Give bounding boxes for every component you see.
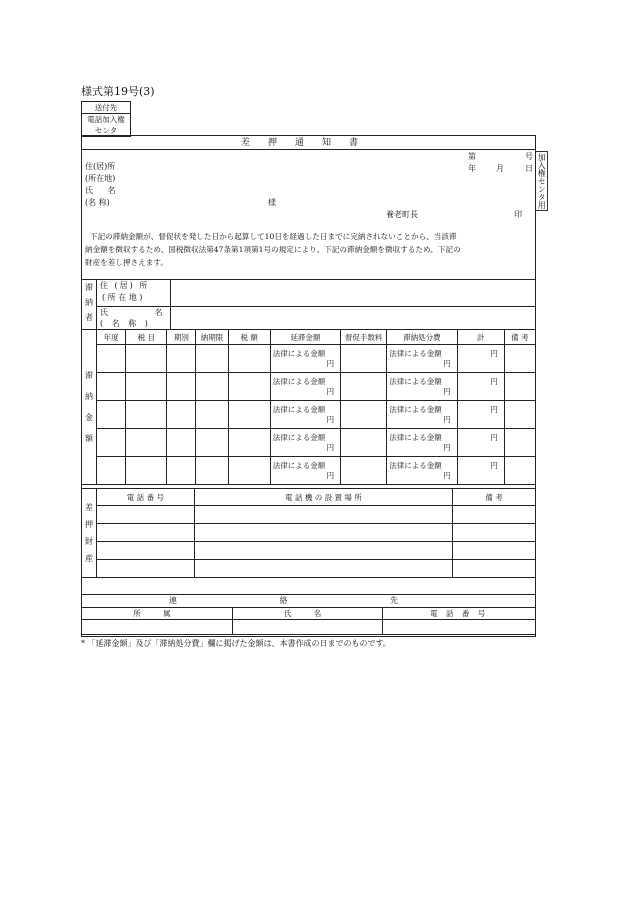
- cell: [82, 620, 233, 635]
- amount-label-1: 滞: [85, 371, 94, 380]
- delinquent-label-1: 滞: [85, 283, 93, 292]
- amount-table: [81, 329, 536, 485]
- yen-text: 円: [326, 414, 335, 424]
- number-label-2: 号: [525, 152, 533, 161]
- col-disposition-fee: 滞納処分費: [387, 330, 457, 345]
- total-cell: 円: [457, 457, 504, 485]
- cell: [196, 429, 228, 457]
- by-law-text: 法律による金額: [272, 432, 326, 442]
- cell: [341, 345, 387, 373]
- seal: 印: [514, 210, 522, 219]
- cell: [196, 401, 228, 429]
- total-cell: 円: [457, 373, 504, 401]
- cell: [228, 457, 270, 485]
- cell: [194, 524, 452, 542]
- cell: [228, 345, 270, 373]
- col-remarks: 備 考: [504, 330, 535, 345]
- cell: [504, 429, 535, 457]
- yen-text: 円: [443, 386, 451, 396]
- cell: [194, 542, 452, 560]
- footnote: * 「延滞金額」及び「滞納処分費」欄に掲げた金額は、本書作成の日までのものです。: [81, 639, 391, 648]
- cell: [504, 345, 535, 373]
- col-period: 期別: [167, 330, 196, 345]
- late-fee-cell: [270, 345, 340, 373]
- cell: [97, 457, 126, 485]
- d-name: 氏 名: [100, 308, 185, 317]
- seized-row: [82, 524, 536, 542]
- disposition-fee-cell: [387, 401, 457, 429]
- col-fiscal-year: 年度: [97, 330, 126, 345]
- col-reminder-fee: 督促手数料: [341, 330, 387, 345]
- total-cell: 円: [457, 401, 504, 429]
- yen-text: 円: [326, 442, 335, 452]
- seized-label-1: 差: [84, 503, 93, 512]
- by-law-text: 法律による金額: [389, 404, 442, 414]
- cell: [232, 620, 383, 635]
- body-text-3: 財産を差し押さえます。: [85, 258, 168, 267]
- disposition-fee-cell: [387, 373, 457, 401]
- cell: [126, 401, 167, 429]
- cell: [96, 560, 194, 578]
- col-total: 計: [457, 330, 504, 345]
- yen-text: 円: [326, 470, 335, 480]
- cell: [453, 542, 536, 560]
- issuer: 養老町長: [386, 210, 418, 219]
- by-law-text: 法律による金額: [389, 432, 442, 442]
- contact-table: [81, 607, 536, 635]
- cell: [194, 560, 452, 578]
- total-cell: 円: [457, 429, 504, 457]
- cell: [126, 457, 167, 485]
- by-law-text: 法律による金額: [272, 404, 326, 414]
- late-fee-cell: [270, 401, 340, 429]
- col-phone-number: 電 話 番 号: [96, 489, 194, 506]
- col-due-date: 納期限: [196, 330, 228, 345]
- seized-row: [82, 506, 536, 524]
- date-day: 日: [525, 164, 533, 173]
- amount-row: [82, 345, 536, 373]
- cell: [126, 373, 167, 401]
- cell: [341, 401, 387, 429]
- d-address-sub: ( 所 在 地 ): [102, 293, 143, 302]
- col-contact-phone: 電 話 番 号: [383, 608, 536, 620]
- yen-text: 円: [443, 470, 451, 480]
- delinquent-label-2: 納: [85, 298, 93, 307]
- col-install-location: 電 話 機 の 設 置 場 所: [194, 489, 452, 506]
- disposition-fee-cell: [387, 345, 457, 373]
- total-cell: 円: [457, 345, 504, 373]
- address-label: 住(居)所: [85, 162, 116, 171]
- cell: [504, 401, 535, 429]
- side-label-text: 加入権センタ用: [537, 153, 547, 209]
- amount-row: [82, 373, 536, 401]
- by-law-text: 法律による金額: [389, 348, 442, 358]
- yen-text: 円: [443, 414, 451, 424]
- cell: [383, 620, 536, 635]
- amount-label-4: 額: [85, 434, 94, 443]
- cell: [194, 506, 452, 524]
- cell: [341, 429, 387, 457]
- cell: [453, 560, 536, 578]
- yen-text: 円: [443, 358, 451, 368]
- seized-row: [82, 560, 536, 578]
- cell: [341, 373, 387, 401]
- col-department: 所 属: [82, 608, 233, 620]
- number-label-1: 第: [468, 152, 476, 161]
- col-seized-remarks: 備 考: [453, 489, 536, 506]
- by-law-text: 法律による金額: [389, 460, 442, 470]
- cell: [453, 506, 536, 524]
- cell: [96, 542, 194, 560]
- date-year: 年: [468, 164, 476, 173]
- cell: [167, 373, 196, 401]
- disposition-fee-cell: [387, 457, 457, 485]
- by-law-text: 法律による金額: [272, 460, 326, 470]
- cell: [504, 373, 535, 401]
- by-law-text: 法律による金額: [272, 348, 326, 358]
- cell: [196, 373, 228, 401]
- cell: [453, 524, 536, 542]
- sender-box: [81, 101, 131, 137]
- cell: [167, 345, 196, 373]
- side-label: [535, 151, 548, 211]
- amount-row: [82, 429, 536, 457]
- sender-title: 送付先: [82, 102, 130, 114]
- amount-row: [82, 401, 536, 429]
- cell: [97, 401, 126, 429]
- col-tax-item: 税 目: [126, 330, 167, 345]
- cell: [196, 457, 228, 485]
- cell: [126, 345, 167, 373]
- amount-label-3: 金: [85, 413, 94, 422]
- late-fee-cell: [270, 373, 340, 401]
- cell: [167, 429, 196, 457]
- cell: [97, 429, 126, 457]
- late-fee-cell: [270, 429, 340, 457]
- cell: [97, 345, 126, 373]
- address-label-sub: (所在地): [85, 174, 116, 183]
- body-text-2: 納金額を徴収するため、国税徴収法第47条第1項第1号の規定により、下記の滞納金額を徴収するため、下記の: [85, 245, 461, 254]
- contact-title: 連 絡 先: [168, 596, 449, 605]
- cell: [96, 506, 194, 524]
- d-address: 住 (居) 所: [100, 281, 150, 290]
- honorific: 様: [268, 198, 276, 207]
- yen-text: 円: [326, 358, 335, 368]
- contact-row: [82, 620, 536, 635]
- seized-label-2: 押: [84, 520, 93, 529]
- cell: [126, 429, 167, 457]
- date-month: 月: [496, 164, 504, 173]
- seized-label-4: 産: [84, 554, 93, 563]
- seized-row: [82, 542, 536, 560]
- name-label: 氏 名: [85, 186, 122, 195]
- name-label-sub: (名 称): [85, 198, 110, 207]
- cell: [167, 457, 196, 485]
- sender-line1: 電話加入権: [87, 115, 125, 124]
- delinquent-label-3: 者: [85, 313, 93, 322]
- cell: [228, 373, 270, 401]
- by-law-text: 法律による金額: [389, 376, 442, 386]
- col-contact-name: 氏 名: [232, 608, 383, 620]
- body-text-1: 下記の滞納金額が、督促状を発した日から起算して10日を経過した日までに完納されないことから、当該滞: [90, 232, 457, 241]
- by-law-text: 法律による金額: [272, 376, 326, 386]
- cell: [228, 401, 270, 429]
- main-frame: [81, 135, 536, 637]
- cell: [196, 345, 228, 373]
- seized-table: [81, 488, 536, 578]
- cell: [228, 429, 270, 457]
- cell: [96, 524, 194, 542]
- d-name-sub: ( 名 称 ): [100, 319, 151, 328]
- yen-text: 円: [326, 386, 335, 396]
- cell: [341, 457, 387, 485]
- yen-text: 円: [443, 442, 451, 452]
- amount-label-2: 納: [85, 392, 94, 401]
- disposition-fee-cell: [387, 429, 457, 457]
- form-number: 様式第19号(3): [81, 85, 155, 98]
- col-late-fee: 延滞金額: [270, 330, 340, 345]
- seized-label-3: 財: [84, 537, 93, 546]
- sender-line2: センタ: [94, 126, 118, 135]
- late-fee-cell: [270, 457, 340, 485]
- cell: [97, 373, 126, 401]
- amount-row: [82, 457, 536, 485]
- cell: [504, 457, 535, 485]
- col-tax-amount: 税 額: [228, 330, 270, 345]
- cell: [167, 401, 196, 429]
- doc-title: 差押通知書: [240, 138, 376, 148]
